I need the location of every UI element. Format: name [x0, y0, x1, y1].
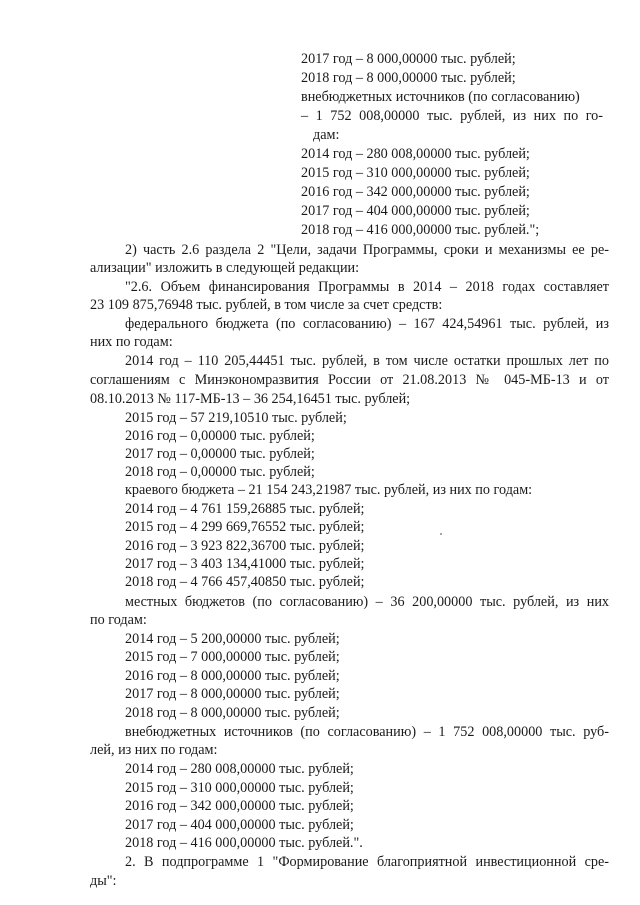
federal-year-2018: 2018 год – 0,00000 тыс. рублей; [125, 464, 315, 480]
federal-year-2016: 2016 год – 0,00000 тыс. рублей; [125, 428, 315, 444]
top-line-6: 2014 год – 280 008,00000 тыс. рублей; [301, 146, 530, 162]
top-line-2: 2018 год – 8 000,00000 тыс. рублей; [301, 70, 516, 86]
top-line-10: 2018 год – 416 000,00000 тыс. рублей."; [301, 222, 540, 238]
federal-line-3: 2014 год – 110 205,44451 тыс. рублей, в том числе остатки прошлых лет по [125, 353, 609, 369]
extra-year-2015: 2015 год – 310 000,00000 тыс. рублей; [125, 780, 354, 796]
local-year-2015: 2015 год – 7 000,00000 тыс. рублей; [125, 649, 340, 665]
regional-year-2018: 2018 год – 4 766 457,40850 тыс. рублей; [125, 574, 365, 590]
local-year-2017: 2017 год – 8 000,00000 тыс. рублей; [125, 686, 340, 702]
extra-year-2014: 2014 год – 280 008,00000 тыс. рублей; [125, 761, 354, 777]
regional-year-2014: 2014 год – 4 761 159,26885 тыс. рублей; [125, 501, 365, 517]
extra-line-2: лей, из них по годам: [90, 742, 218, 758]
item2-line-2: ализации" изложить в следующей редакции: [90, 260, 360, 276]
regional-year-2017: 2017 год – 3 403 134,41000 тыс. рублей; [125, 556, 365, 572]
item2-line-1: 2) часть 2.6 раздела 2 "Цели, задачи Программы, сроки и механизмы ее ре- [125, 242, 609, 258]
extra-year-2018: 2018 год – 416 000,00000 тыс. рублей.". [125, 835, 363, 851]
top-line-8: 2016 год – 342 000,00000 тыс. рублей; [301, 184, 530, 200]
top-line-5: дам: [313, 127, 340, 143]
regional-year-2015: 2015 год – 4 299 669,76552 тыс. рублей; [125, 519, 365, 535]
local-year-2016: 2016 год – 8 000,00000 тыс. рублей; [125, 668, 340, 684]
extra-line-1: внебюджетных источников (по согласованию) – 1 752 008,00000 тыс. руб- [125, 724, 609, 740]
top-line-1: 2017 год – 8 000,00000 тыс. рублей; [301, 51, 516, 67]
federal-line-4: соглашениям с Минэкономразвития России от 21.08.2013 № 045-МБ-13 и от [90, 372, 609, 388]
regional-head: краевого бюджета – 21 154 243,21987 тыс. рублей, из них по годам: [125, 482, 533, 498]
federal-line-2: них по годам: [90, 334, 173, 350]
local-line-2: по годам: [90, 612, 147, 628]
item2-line-3: "2.6. Объем финансирования Программы в 2014 – 2018 годах составляет [125, 279, 609, 295]
section2-line-2: ды": [90, 873, 117, 889]
top-line-7: 2015 год – 310 000,00000 тыс. рублей; [301, 165, 530, 181]
scan-speck [440, 533, 442, 535]
federal-line-5: 08.10.2013 № 117-МБ-13 – 36 254,16451 тыс. рублей; [90, 391, 411, 407]
regional-year-2016: 2016 год – 3 923 822,36700 тыс. рублей; [125, 538, 365, 554]
local-line-1: местных бюджетов (по согласованию) – 36 200,00000 тыс. рублей, из них [125, 594, 609, 610]
top-line-9: 2017 год – 404 000,00000 тыс. рублей; [301, 203, 530, 219]
federal-year-2017: 2017 год – 0,00000 тыс. рублей; [125, 446, 315, 462]
federal-line-1: федерального бюджета (по согласованию) – 167 424,54961 тыс. рублей, из [125, 316, 609, 332]
federal-year-2015: 2015 год – 57 219,10510 тыс. рублей; [125, 410, 347, 426]
local-year-2018: 2018 год – 8 000,00000 тыс. рублей; [125, 705, 340, 721]
extra-year-2016: 2016 год – 342 000,00000 тыс. рублей; [125, 798, 354, 814]
item2-line-4: 23 109 875,76948 тыс. рублей, в том числе за счет средств: [90, 297, 443, 313]
section2-line-1: 2. В подпрограмме 1 "Формирование благоприятной инвестиционной сре- [125, 854, 609, 870]
local-year-2014: 2014 год – 5 200,00000 тыс. рублей; [125, 631, 340, 647]
top-line-4: – 1 752 008,00000 тыс. рублей, из них по го- [301, 108, 603, 124]
top-line-3: внебюджетных источников (по согласованию) [301, 89, 580, 105]
extra-year-2017: 2017 год – 404 000,00000 тыс. рублей; [125, 817, 354, 833]
